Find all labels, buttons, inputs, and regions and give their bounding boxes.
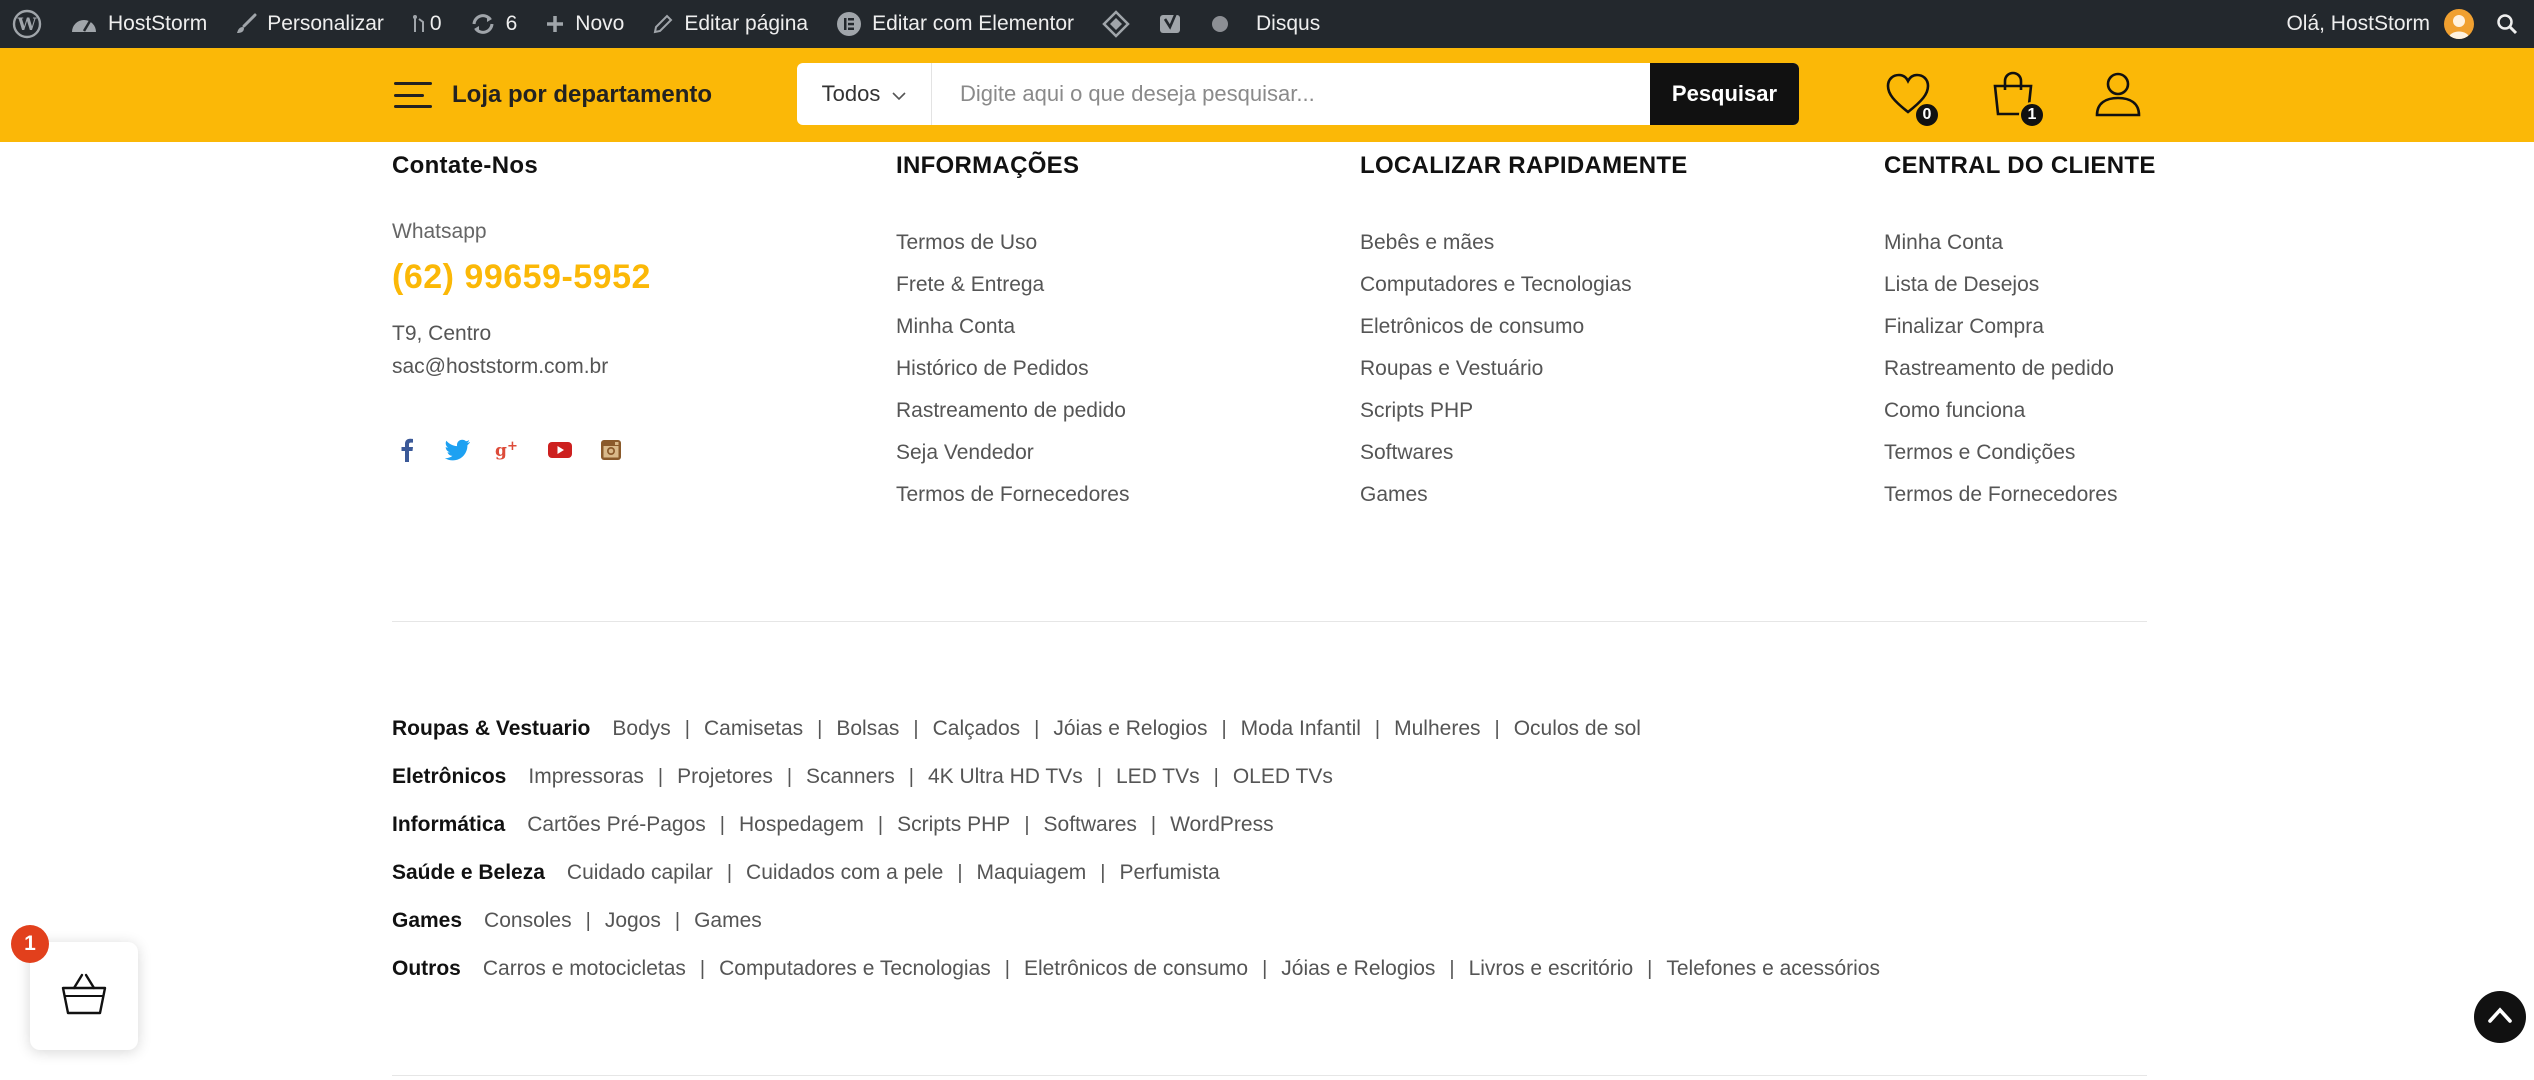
category-link[interactable]: Moda Infantil xyxy=(1240,717,1361,740)
admin-edit-elementor-link[interactable] xyxy=(822,0,1088,48)
wishlist-button[interactable] xyxy=(1884,70,1936,122)
link-separator: | xyxy=(1004,957,1010,980)
brush-icon xyxy=(235,13,257,35)
admin-account-menu[interactable] xyxy=(2272,0,2490,48)
link-separator: | xyxy=(1024,813,1030,836)
link-separator: | xyxy=(684,717,690,740)
yoast-icon xyxy=(1158,11,1184,37)
dashboard-icon xyxy=(70,13,98,35)
wordpress-logo-icon[interactable] xyxy=(0,0,56,48)
search-input[interactable] xyxy=(932,63,1650,125)
admin-disqus-link[interactable] xyxy=(1242,0,1334,48)
category-link[interactable]: 4K Ultra HD TVs xyxy=(927,765,1083,788)
footer-link[interactable]: Games xyxy=(1360,483,1428,506)
link-separator: | xyxy=(1374,717,1381,740)
search-category-select[interactable] xyxy=(797,63,932,125)
footer-links xyxy=(1360,222,1688,516)
footer-column-customer xyxy=(1884,152,2156,516)
departments-label: Loja por departamento xyxy=(452,81,713,108)
footer-link[interactable]: Minha Conta xyxy=(896,315,1016,338)
link-separator: | xyxy=(1449,957,1455,980)
instagram-icon[interactable] xyxy=(596,435,626,465)
link-separator: | xyxy=(877,813,884,836)
footer-link[interactable]: Termos de Fornecedores xyxy=(896,483,1130,506)
contact-email[interactable]: sac@hoststorm.com.br xyxy=(392,355,609,378)
link-separator: | xyxy=(1213,765,1219,788)
account-button[interactable] xyxy=(2094,70,2146,122)
svg-text:W: W xyxy=(17,15,37,35)
svg-text:g: g xyxy=(495,441,507,461)
link-separator: | xyxy=(1150,813,1157,836)
wishlist-count-badge: 0 xyxy=(1914,102,1940,128)
admin-new-label: Novo xyxy=(575,12,625,35)
footer-link[interactable]: Rastreamento de pedido xyxy=(896,399,1126,422)
category-link[interactable]: WordPress xyxy=(1170,813,1274,836)
category-row-title[interactable]: Saúde e Beleza xyxy=(392,861,545,884)
category-link[interactable]: Camisetas xyxy=(703,717,804,740)
column-title: CENTRAL DO CLIENTE xyxy=(1884,152,2156,179)
chevron-up-icon xyxy=(2487,1006,2513,1029)
whatsapp-label: Whatsapp xyxy=(392,220,487,243)
link-separator: | xyxy=(908,765,914,788)
category-link[interactable]: Hospedagem xyxy=(739,813,864,836)
category-link[interactable]: Scanners xyxy=(806,765,895,788)
link-separator: | xyxy=(1100,861,1106,884)
search-category-value: Todos xyxy=(821,81,881,106)
contact-address: T9, Centro xyxy=(392,322,492,345)
admin-edit-page-link[interactable] xyxy=(638,0,822,48)
site-header xyxy=(0,48,2534,142)
category-link[interactable]: Jogos xyxy=(604,909,661,932)
category-row xyxy=(392,849,1880,897)
basket-icon xyxy=(60,972,108,1021)
admin-updates-count: 6 xyxy=(505,12,518,35)
avatar xyxy=(2444,9,2474,39)
link-separator: | xyxy=(913,717,919,740)
footer-link[interactable]: Histórico de Pedidos xyxy=(896,357,1089,380)
category-row-title[interactable]: Roupas & Vestuario xyxy=(392,717,591,740)
footer-link[interactable]: Lista de Desejos xyxy=(1884,273,2040,296)
category-link[interactable]: Jóias e Relogios xyxy=(1053,717,1208,740)
footer-link[interactable]: Minha Conta xyxy=(1884,231,2004,254)
link-separator: | xyxy=(699,957,706,980)
link-separator: | xyxy=(1221,717,1227,740)
category-link[interactable]: Cartões Pré-Pagos xyxy=(527,813,706,836)
link-separator: | xyxy=(1494,717,1500,740)
link-separator: | xyxy=(726,861,733,884)
admin-customize-link[interactable] xyxy=(221,0,398,48)
admin-updates-link[interactable] xyxy=(456,0,532,48)
category-link[interactable]: Scripts PHP xyxy=(897,813,1011,836)
category-link[interactable]: Carros e motocicletas xyxy=(482,957,686,980)
category-row xyxy=(392,897,1880,945)
footer-link[interactable]: Seja Vendedor xyxy=(896,441,1034,464)
footer-contact xyxy=(392,152,651,465)
link-separator: | xyxy=(1647,957,1653,980)
category-row xyxy=(392,753,1880,801)
link-separator: | xyxy=(585,909,591,932)
link-separator: | xyxy=(817,717,823,740)
category-link[interactable]: Eletrônicos de consumo xyxy=(1023,957,1249,980)
footer-link[interactable]: Roupas e Vestuário xyxy=(1360,357,1544,380)
link-separator: | xyxy=(1096,765,1102,788)
footer-link[interactable]: Scripts PHP xyxy=(1360,399,1474,422)
footer-link[interactable]: Softwares xyxy=(1360,441,1454,464)
floating-cart-count-badge: 1 xyxy=(11,925,49,963)
admin-site-name: HostStorm xyxy=(108,12,208,35)
admin-new-link[interactable] xyxy=(531,0,638,48)
google-plus-icon[interactable] xyxy=(494,435,524,465)
admin-status-link[interactable] xyxy=(1198,0,1242,48)
category-link[interactable]: Mulheres xyxy=(1394,717,1481,740)
admin-edit-page-label: Editar página xyxy=(684,12,809,35)
hamburger-icon xyxy=(394,82,432,108)
footer-links xyxy=(1884,222,2156,516)
elementor-icon xyxy=(836,11,862,37)
footer-link[interactable]: Finalizar Compra xyxy=(1884,315,2044,338)
cart-button[interactable] xyxy=(1989,70,2041,122)
link-separator: | xyxy=(1262,957,1268,980)
footer-link[interactable]: Termos de Fornecedores xyxy=(1884,483,2118,506)
admin-customize-label: Personalizar xyxy=(267,12,384,35)
footer-link[interactable]: Bebês e mães xyxy=(1360,231,1495,254)
product-search xyxy=(797,63,1799,125)
pencil-icon xyxy=(652,13,674,35)
youtube-icon[interactable] xyxy=(545,435,575,465)
admin-yoast-link[interactable] xyxy=(1144,0,1198,48)
category-link[interactable]: Softwares xyxy=(1043,813,1137,836)
contact-phone[interactable]: (62) 99659-5952 xyxy=(392,258,651,296)
category-link[interactable]: Oculos de sol xyxy=(1513,717,1641,740)
chevron-down-icon xyxy=(892,81,906,107)
footer-link[interactable]: Frete & Entrega xyxy=(896,273,1045,296)
category-link[interactable]: Impressoras xyxy=(528,765,644,788)
link-separator: | xyxy=(786,765,793,788)
category-link[interactable]: Projetores xyxy=(677,765,773,788)
social-links xyxy=(392,435,651,465)
category-link[interactable]: Cuidado capilar xyxy=(566,861,713,884)
wp-admin-bar xyxy=(0,0,2534,48)
column-title: INFORMAÇÕES xyxy=(896,152,1080,179)
column-title: LOCALIZAR RAPIDAMENTE xyxy=(1360,152,1688,179)
admin-site-link[interactable] xyxy=(56,0,221,48)
category-link[interactable]: Bolsas xyxy=(836,717,900,740)
category-link[interactable]: Bodys xyxy=(612,717,671,740)
category-link[interactable]: Perfumista xyxy=(1119,861,1220,884)
category-link[interactable]: OLED TVs xyxy=(1232,765,1333,788)
category-row-title[interactable]: Eletrônicos xyxy=(392,765,507,788)
link-separator: | xyxy=(657,765,664,788)
floating-cart-button[interactable] xyxy=(30,942,138,1050)
category-link[interactable]: LED TVs xyxy=(1115,765,1200,788)
twitter-icon[interactable] xyxy=(443,435,473,465)
footer-divider-bottom xyxy=(392,1075,2147,1076)
footer-column-info xyxy=(896,152,1129,516)
admin-disqus-label: Disqus xyxy=(1256,12,1321,35)
diamond-icon xyxy=(1102,10,1130,38)
footer-column-quick-find xyxy=(1360,152,1688,516)
footer-link[interactable]: Rastreamento de pedido xyxy=(1884,357,2114,380)
footer-links xyxy=(896,222,1129,516)
status-dot-icon xyxy=(1212,16,1228,32)
admin-edit-elementor-label: Editar com Elementor xyxy=(872,12,1075,35)
svg-text:+: + xyxy=(507,439,518,454)
category-link[interactable]: Livros e escritório xyxy=(1468,957,1634,980)
footer-divider xyxy=(392,621,2147,622)
footer-category-rows xyxy=(392,705,1880,993)
category-row xyxy=(392,801,1880,849)
footer-link[interactable]: Termos e Condições xyxy=(1884,441,2076,464)
updates-icon xyxy=(470,13,496,35)
departments-menu-toggle[interactable] xyxy=(394,48,712,142)
link-separator: | xyxy=(719,813,725,836)
cart-count-badge: 1 xyxy=(2019,102,2045,128)
category-row xyxy=(392,945,1880,993)
admin-diamond-link[interactable] xyxy=(1088,0,1144,48)
footer-link[interactable]: Termos de Uso xyxy=(896,231,1038,254)
footer-link[interactable]: Como funciona xyxy=(1884,399,2026,422)
link-separator: | xyxy=(1034,717,1040,740)
category-link[interactable]: Cuidados com a pele xyxy=(746,861,944,884)
category-link[interactable]: Telefones e acessórios xyxy=(1666,957,1880,980)
category-link[interactable]: Games xyxy=(694,909,762,932)
admin-greeting: Olá, HostStorm xyxy=(2286,12,2430,35)
category-link[interactable]: Computadores e Tecnologias xyxy=(719,957,991,980)
category-row-title[interactable]: Outros xyxy=(392,957,461,980)
admin-revisions-count: 0 xyxy=(429,12,442,35)
facebook-icon[interactable] xyxy=(392,435,422,465)
revisions-icon xyxy=(412,13,426,35)
search-button[interactable]: Pesquisar xyxy=(1650,63,1799,125)
search-icon xyxy=(2496,13,2518,35)
plus-icon xyxy=(545,14,565,34)
category-link[interactable]: Calçados xyxy=(932,717,1021,740)
category-row-title[interactable]: Games xyxy=(392,909,463,932)
admin-revisions-link[interactable] xyxy=(398,0,456,48)
back-to-top-button[interactable] xyxy=(2474,991,2526,1043)
contact-title: Contate-Nos xyxy=(392,152,538,179)
category-row-title[interactable]: Informática xyxy=(392,813,506,836)
link-separator: | xyxy=(957,861,963,884)
footer-link[interactable]: Eletrônicos de consumo xyxy=(1360,315,1585,338)
footer-link[interactable]: Computadores e Tecnologias xyxy=(1360,273,1632,296)
category-link[interactable]: Consoles xyxy=(484,909,572,932)
link-separator: | xyxy=(674,909,681,932)
admin-search-button[interactable] xyxy=(2490,0,2534,48)
category-link[interactable]: Jóias e Relogios xyxy=(1281,957,1436,980)
user-icon xyxy=(2094,105,2142,122)
category-link[interactable]: Maquiagem xyxy=(976,861,1087,884)
category-row xyxy=(392,705,1880,753)
